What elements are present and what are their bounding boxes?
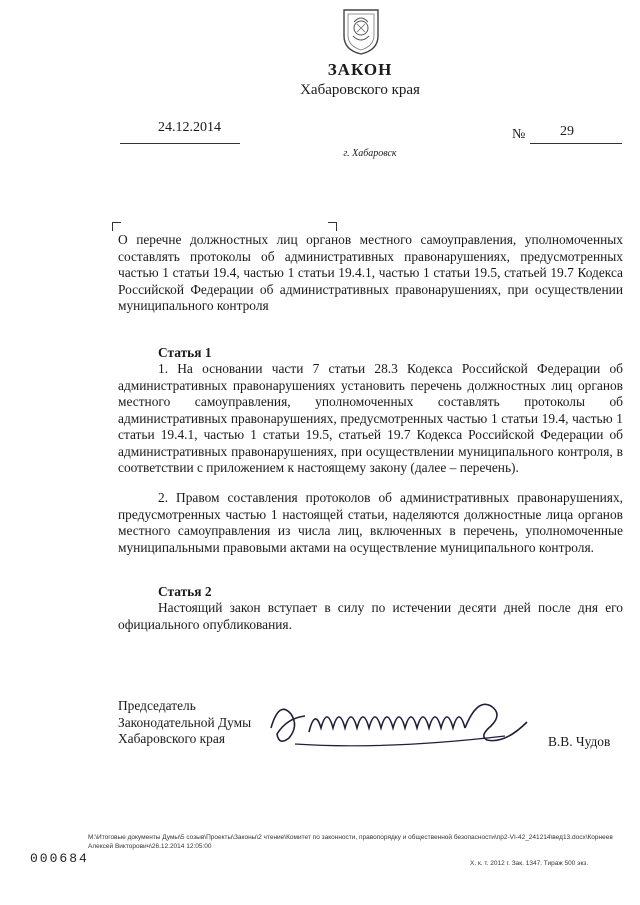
document-subtitle: Хабаровского края — [300, 82, 420, 98]
article-2-paragraph-1: Настоящий закон вступает в силу по истечении десяти дней после дня его официального опубликования. — [118, 600, 623, 632]
date-underline — [120, 143, 240, 144]
signatory-role-line-1: Председатель — [118, 698, 196, 713]
footer-print-info: Х. к. т. 2012 г. Зак. 1347. Тираж 500 экз. — [470, 860, 589, 867]
article-2-heading: Статья 2 — [158, 584, 212, 599]
stamp-number: 000684 — [30, 851, 89, 866]
signatory-name: В.В. Чудов — [548, 734, 611, 749]
document-city: г. Хабаровск — [343, 148, 397, 159]
signatory-role-line-3: Хабаровского края — [118, 731, 225, 746]
coat-of-arms-icon — [340, 6, 382, 56]
document-number: 29 — [560, 124, 574, 139]
signatory-role-line-2: Законодательной Думы — [118, 714, 252, 730]
article-1-paragraph-2: 2. Правом составления протоколов об административных правонарушениях, предусмотренных частью 1 настоящей статьи, наделяются должностные лица органов местного самоуправления из числа лиц, включенных в перечень, уполномоченные муниципальными правовыми актами на осуществление муниципального контроля. — [118, 490, 623, 555]
handwritten-signature — [265, 688, 535, 758]
footer-file-path: М:\Итоговые документы Думы\5 созыв\Проекты\Законы\2 чтение\Комитет по законности, правопорядку и общественной безопасности\пр2-VI-42_241214\вед13.docx\Корнеев Алексей Викторович\26.12.2014 12:05:00 — [88, 834, 613, 850]
document-date: 24.12.2014 — [158, 120, 221, 135]
article-1-heading: Статья 1 — [158, 345, 212, 360]
signatory-role — [118, 698, 251, 748]
article-1-paragraph-1: 1. На основании части 7 статьи 28.3 Кодекса Российской Федерации об административных правонарушениях установить перечень должностных лиц органов местного самоуправления, уполномоченных составлять протоколы об административных правонарушениях, предусмотренных частью 1 статьи 19.4, частью 1 статьи 19.4.1, частью 1 статьи 19.5, статьей 19.7 Кодекса Российской Федерации об административных правонарушениях, при осуществлении муниципального контроля, в соответствии с приложением к настоящему закону (далее – перечень). — [118, 361, 623, 475]
number-label: № — [512, 127, 526, 142]
subject-bracket-left — [112, 222, 121, 231]
document-subject: О перечне должностных лиц органов местного самоуправления, уполномоченных составлять протоколы об административных правонарушениях, предусмотренных частью 1 статьи 19.4, частью 1 статьи 19.4.1, частью 1 статьи 19.5, статьей 19.7 Кодекса Российской Федерации об административных правонарушениях, при осуществлении муниципального контроля — [118, 232, 623, 313]
subject-bracket-right — [328, 222, 337, 231]
document-title: ЗАКОН — [327, 60, 393, 79]
number-underline — [530, 143, 622, 144]
